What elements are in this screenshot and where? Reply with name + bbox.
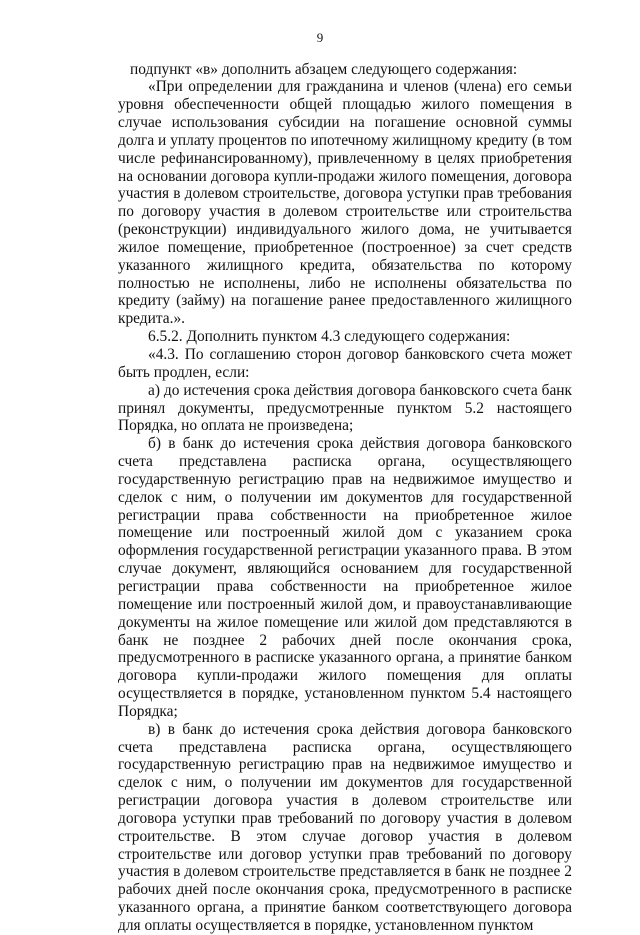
paragraph-4-3: «4.3. По соглашению сторон договор банковского счета может быть продлен, если:: [118, 346, 572, 381]
page-number: 9: [316, 30, 324, 45]
paragraph-6-5-2: 6.5.2. Дополнить пунктом 4.3 следующего содержания:: [148, 328, 511, 346]
paragraph-subpoint-v-intro: подпункт «в» дополнить абзацем следующего содержания:: [130, 60, 518, 78]
document-body: [118, 61, 572, 935]
paragraph-housing-provision: «При определении для гражданина и членов (члена) его семьи уровня обеспеченности общей площадью жилого помещения в случае использования субсидии на погашение основной суммы долга и уплату процентов по ипотечному жилищному кредиту (в том числе рефинансированному), привлеченному в целях приобретения на основании договора купли-продажи жилого помещения, договора участия в долевом строительстве, договора уступки прав требования по договору участия в долевом строительстве или строительства (реконструкции) индивидуального жилого дома, не учитывается жилое помещение, приобретенное (построенное) за счет средств указанного жилищного кредита, обязательства по которому полностью не исполнены, либо не исполнены обязательства по кредиту (займу) на погашение ранее предоставленного жилищного кредита.».: [118, 78, 572, 328]
paragraph-item-b: б) в банк до истечения срока действия договора банковского счета представлена расписка органа, осуществляющего государственную регистрацию прав на недвижимое имущество и сделок с ним, о получении им документов для государственной регистрации права собственности на приобретенное жилое помещение или построенный жилой дом с указанием срока оформления государственной регистрации указанного права. В этом случае документ, являющийся основанием для государственной регистрации права собственности на приобретенное жилое помещение или построенный жилой дом, и правоустанавливающие документы на жилое помещение или жилой дом представляются в банк не позднее 2 рабочих дней после окончания срока, предусмотренного в расписке указанного органа, а принятие банком договора купли-продажи жилого помещения для оплаты осуществляется в порядке, установленном пунктом 5.4 настоящего Порядка;: [118, 435, 572, 720]
paragraph-item-a: а) до истечения срока действия договора банковского счета банк принял документы, предусмотренные пунктом 5.2 настоящего Порядка, но оплата не произведена;: [118, 381, 572, 435]
paragraph-item-v: в) в банк до истечения срока действия договора банковского счета представлена расписка органа, осуществляющего государственную регистрацию прав на недвижимое имущество и сделок с ним, о получении им документов для государственной регистрации договора участия в долевом строительстве или договора уступки прав требований по договору участия в долевом строительстве. В этом случае договор участия в долевом строительстве или договор уступки прав требований по договору участия в долевом строительстве представляется в банк не позднее 2 рабочих дней после окончания срока, предусмотренного в расписке указанного органа, а принятие банком соответствующего договора для оплаты осуществляется в порядке, установленном пунктом: [118, 720, 572, 934]
